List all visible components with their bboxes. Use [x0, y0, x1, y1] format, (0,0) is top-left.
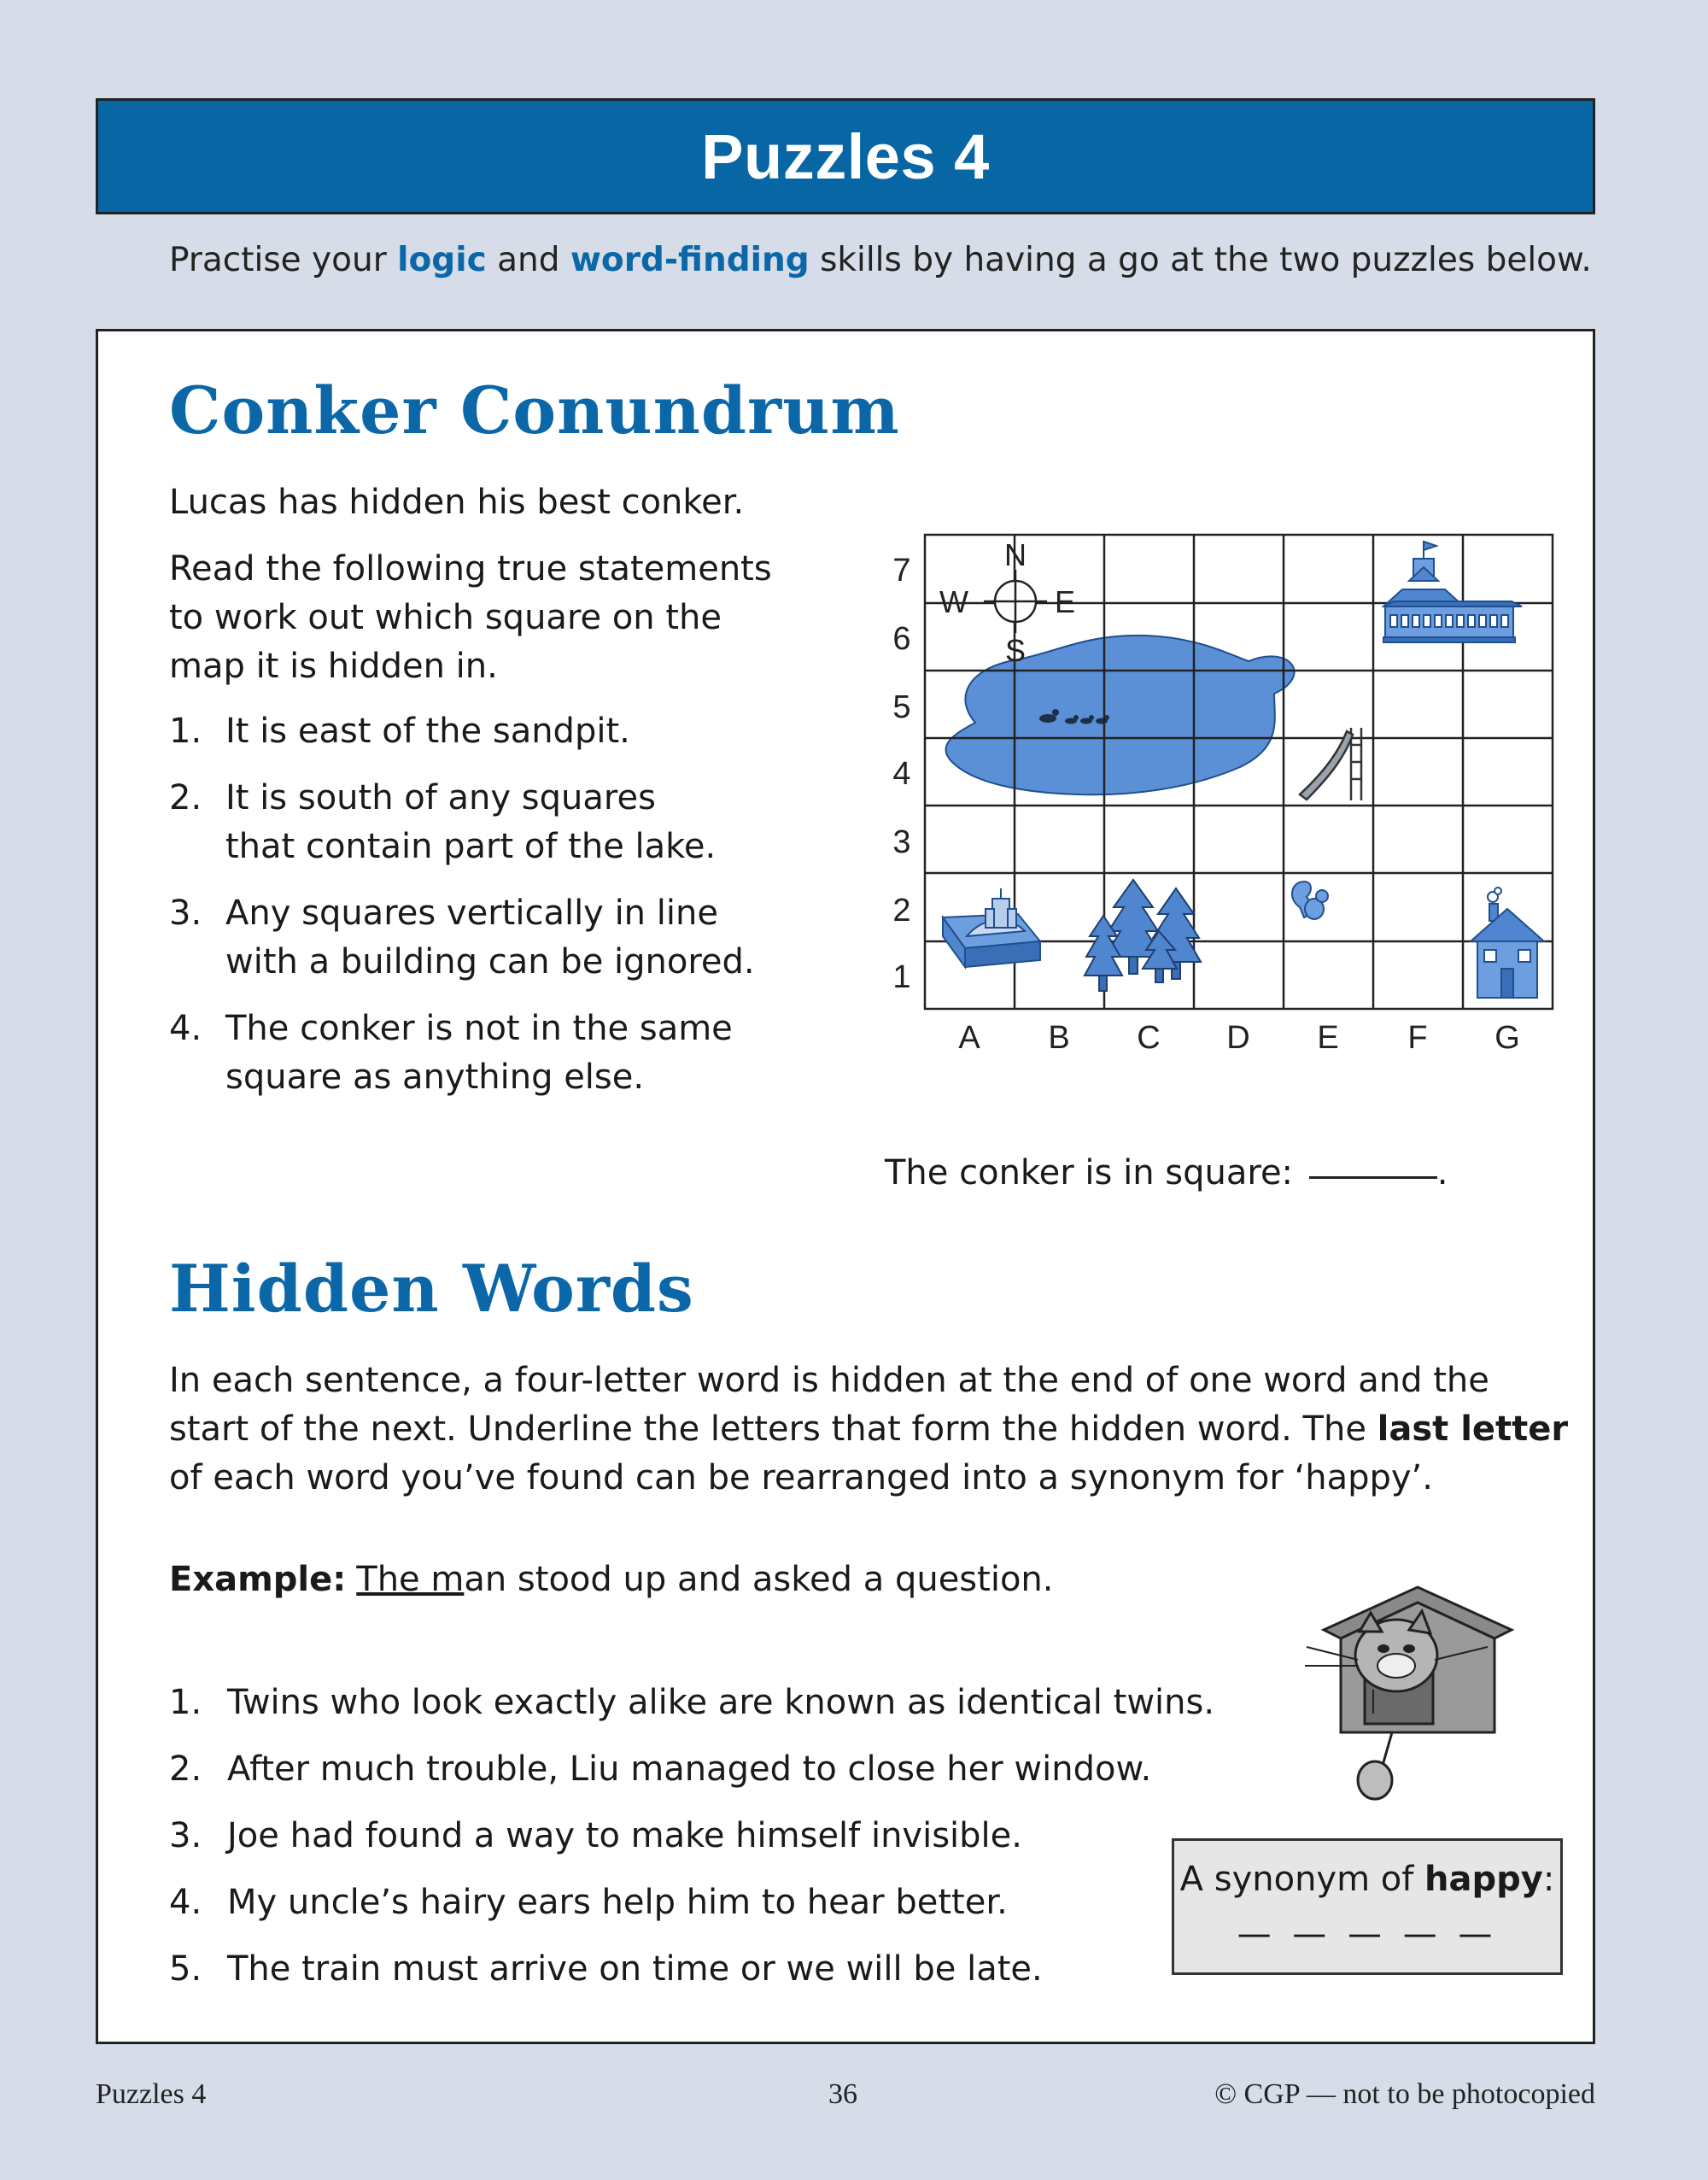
sentence-item[interactable]: [169, 1802, 1214, 1869]
sentence-text[interactable]: My uncle’s hairy ears help him to hear better.: [227, 1883, 1008, 1922]
col-label: B: [1048, 1020, 1070, 1056]
intro-keyword-word-finding: word-finding: [570, 241, 810, 279]
statement-line: It is east of the sandpit.: [225, 712, 630, 751]
conker-map: [873, 523, 1570, 1061]
conker-para-2-line: to work out which square on the: [169, 598, 722, 637]
hidden-intro-pre: In each sentence, a four-letter word is hidden at the end of one word and the start of the next. Underline the letters that form the hidden word. The: [169, 1361, 1489, 1449]
col-label: D: [1226, 1020, 1250, 1056]
conker-para-1: Lucas has hidden his best conker.: [169, 483, 745, 522]
statement-line: It is south of any squares: [225, 778, 656, 818]
conker-heading: Conker Conundrum: [169, 372, 900, 448]
synonym-label-colon: :: [1542, 1860, 1555, 1899]
synonym-box[interactable]: [1172, 1838, 1563, 1975]
sentence-number: 2.: [169, 1749, 202, 1789]
intro-keyword-logic: logic: [397, 241, 487, 279]
statement-line: Any squares vertically in line: [225, 894, 718, 933]
sentence-item[interactable]: [169, 1736, 1214, 1802]
conker-para-2-line: map it is hidden in.: [169, 647, 498, 686]
row-label: 1: [892, 959, 911, 995]
conker-para-2-line: Read the following true statements: [169, 549, 772, 589]
intro-pre: Practise your: [169, 241, 398, 279]
sentence-text[interactable]: Joe had found a way to make himself invisible.: [227, 1816, 1022, 1855]
row-label: 2: [892, 893, 911, 929]
statement-number: 2.: [169, 778, 202, 818]
row-label: 4: [892, 756, 911, 792]
sentence-number: 1.: [169, 1683, 202, 1722]
squirrel-icon: [1292, 882, 1328, 919]
footer-left: Puzzles 4: [96, 2078, 207, 2110]
title-banner: [96, 98, 1595, 214]
hidden-words-intro: [169, 1357, 1570, 1503]
compass-icon: [939, 537, 1075, 668]
hidden-words-heading: Hidden Words: [169, 1251, 694, 1327]
col-label: F: [1407, 1020, 1428, 1056]
row-label: 5: [892, 689, 911, 725]
statement-number: 1.: [169, 712, 202, 751]
statement-line: with a building can be ignored.: [225, 942, 755, 982]
statement-number: 3.: [169, 894, 202, 933]
footer-copyright: © CGP — not to be photocopied: [1214, 2078, 1595, 2110]
statement-line: The conker is not in the same: [225, 1009, 733, 1048]
synonym-label-text: A synonym of: [1179, 1860, 1425, 1899]
compass-s: S: [1004, 633, 1027, 668]
synonym-blanks[interactable]: — — — — —: [1237, 1914, 1498, 1954]
col-label: E: [1317, 1020, 1339, 1056]
row-label: 6: [892, 621, 911, 657]
intro-mid: and: [486, 241, 570, 279]
trees-icon: [1085, 880, 1201, 991]
page-title: Puzzles 4: [701, 120, 990, 192]
row-label: 3: [892, 824, 911, 860]
conker-statements: [169, 707, 755, 1120]
hidden-sentences: [169, 1669, 1214, 2002]
row-label: 7: [892, 553, 911, 589]
cuckoo-clock-cat-icon: [1290, 1570, 1520, 1802]
statement-line: that contain part of the lake.: [225, 827, 717, 866]
synonym-label-bold: happy: [1424, 1860, 1543, 1899]
hidden-intro-bold: last letter: [1377, 1409, 1569, 1449]
col-label: A: [958, 1020, 980, 1056]
example-underlined: The m: [356, 1560, 465, 1599]
sentence-item[interactable]: [169, 1936, 1214, 2002]
compass-w: W: [939, 584, 968, 619]
answer-prefix: The conker is in square:: [885, 1153, 1294, 1193]
statement-item: [169, 774, 755, 871]
answer-suffix: .: [1436, 1153, 1448, 1193]
intro-text: [169, 241, 1592, 279]
sentence-text[interactable]: The train must arrive on time or we will be late.: [227, 1949, 1043, 1989]
sandpit-icon: [943, 888, 1040, 967]
conker-answer: [885, 1153, 1448, 1193]
statement-item: [169, 889, 755, 987]
compass-e: E: [1054, 584, 1076, 619]
example-label: Example:: [169, 1560, 347, 1599]
example-sentence: [169, 1560, 1053, 1599]
sentence-number: 4.: [169, 1883, 202, 1922]
example-rest: an stood up and asked a question.: [464, 1560, 1054, 1599]
house-icon: [1471, 888, 1544, 998]
answer-blank[interactable]: [1309, 1176, 1437, 1179]
school-building-icon: [1383, 542, 1522, 642]
lake-shape: [945, 636, 1294, 794]
sentence-text[interactable]: After much trouble, Liu managed to close her window.: [227, 1749, 1152, 1789]
sentence-item[interactable]: [169, 1669, 1214, 1736]
col-label: C: [1137, 1020, 1161, 1056]
footer-page-number: 36: [828, 2078, 857, 2110]
intro-post: skills by having a go at the two puzzles below.: [809, 241, 1592, 279]
sentence-number: 5.: [169, 1949, 202, 1989]
sentence-number: 3.: [169, 1816, 202, 1855]
sentence-text[interactable]: Twins who look exactly alike are known as identical twins.: [227, 1683, 1215, 1722]
statement-item: [169, 1005, 755, 1102]
statement-line: square as anything else.: [225, 1058, 645, 1097]
conker-para-2: [169, 545, 772, 691]
statement-item: [169, 707, 755, 756]
statement-number: 4.: [169, 1009, 202, 1048]
hidden-intro-post: of each word you’ve found can be rearranged into a synonym for ‘happy’.: [169, 1458, 1433, 1497]
sentence-item[interactable]: [169, 1869, 1214, 1936]
compass-n: N: [1004, 537, 1027, 572]
col-label: G: [1494, 1020, 1520, 1056]
synonym-label: [1174, 1860, 1560, 1899]
